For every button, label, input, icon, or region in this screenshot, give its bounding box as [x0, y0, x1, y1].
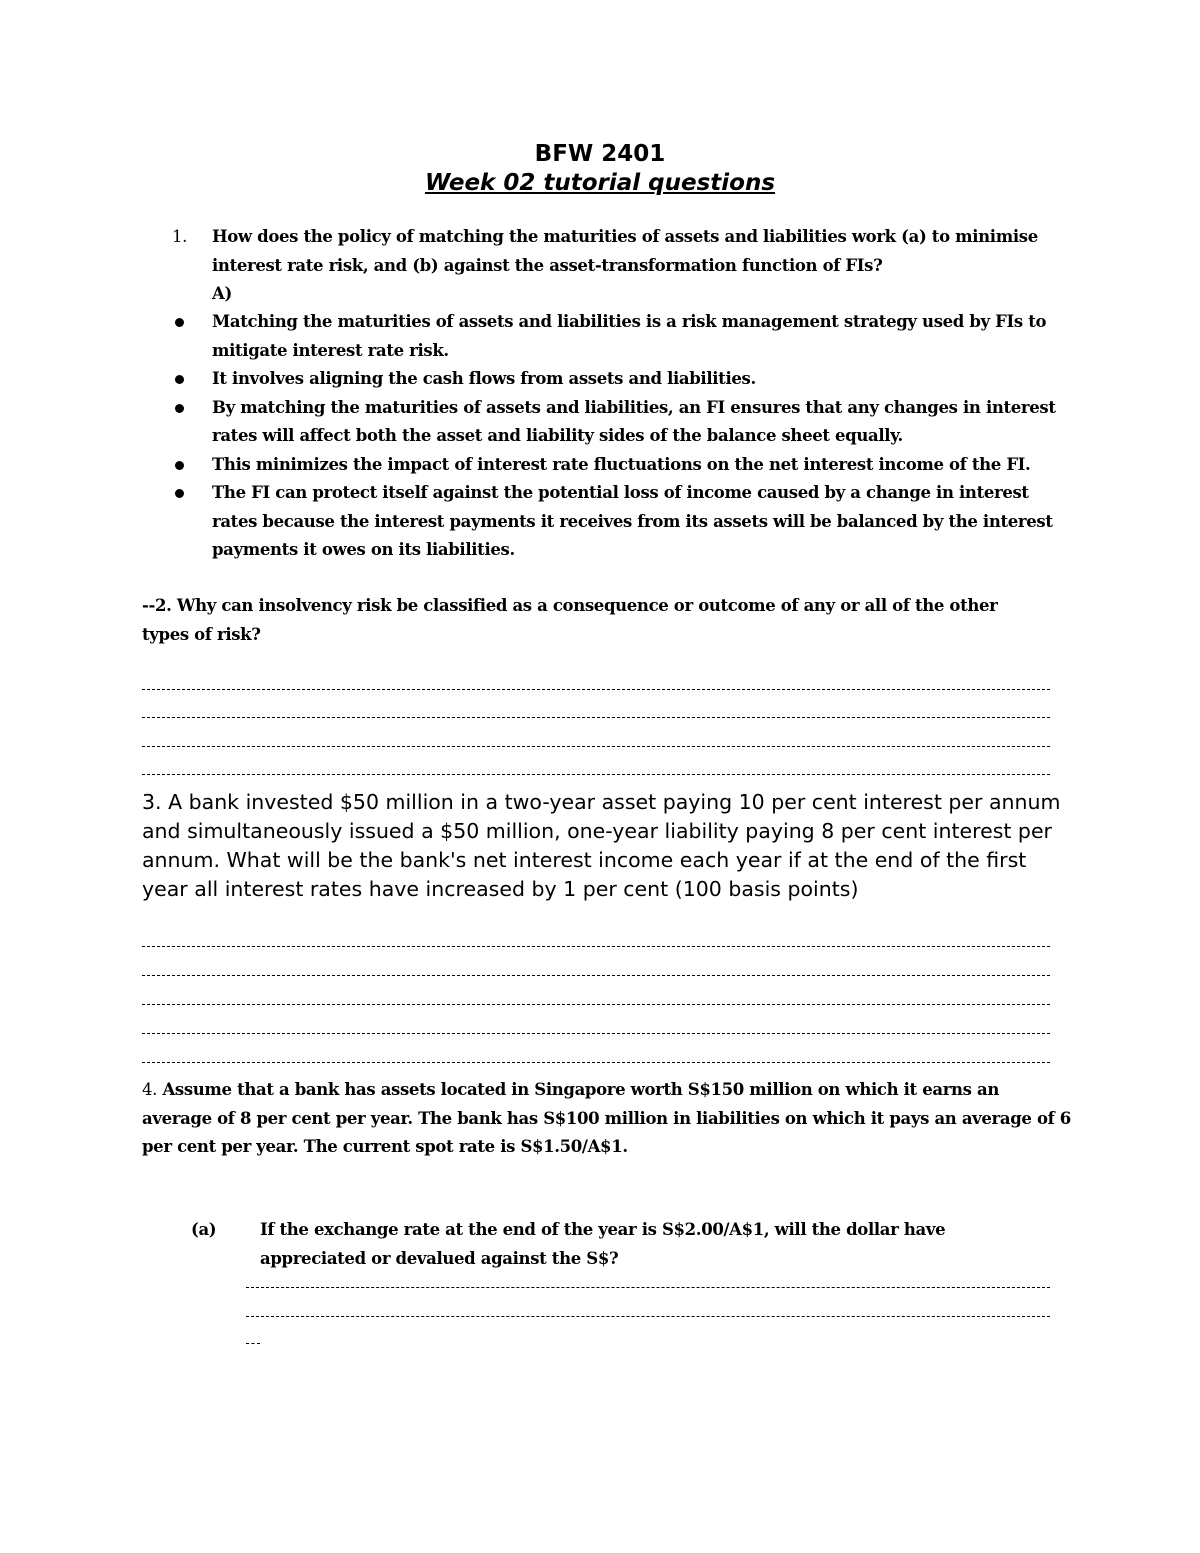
answer-line [142, 946, 1050, 947]
bullet-icon [175, 375, 184, 384]
question-3-text: 3. A bank invested $50 million in a two-year asset paying 10 per cent interest per annum and simultaneously issued a $50 million, one-year liability paying 8 per cent interest per annum. What will be the bank's net interest income each year if at the end of the first year all interest rates have increased by 1 per cent (100 basis points) [142, 790, 1061, 901]
question-4 [142, 1076, 1072, 1162]
answer-bullet [172, 479, 1072, 565]
answer-line [142, 1062, 1050, 1063]
document-title-block [0, 140, 1200, 198]
bullet-text: By matching the maturities of assets and liabilities, an FI ensures that any changes in interest rates will affect both the asset and liability sides of the balance sheet equally. [212, 397, 1056, 445]
answer-line [142, 1004, 1050, 1005]
question-4-number: 4. [142, 1080, 158, 1099]
question-2-text: --2. Why can insolvency risk be classified as a consequence or outcome of any or all of the other types of risk? [142, 596, 998, 644]
answer-bullet [172, 365, 1072, 394]
answer-bullet-list [172, 308, 1072, 565]
answer-line [142, 774, 1050, 775]
answer-line [142, 689, 1050, 690]
answer-line [246, 1287, 1050, 1288]
question-4a-label: (a) [191, 1220, 217, 1239]
answer-label: A) [212, 284, 232, 303]
tutorial-subtitle: Week 02 tutorial questions [424, 170, 776, 196]
course-code-heading: BFW 2401 [534, 141, 666, 167]
bullet-icon [175, 404, 184, 413]
answer-bullet [172, 308, 1072, 365]
bullet-icon [175, 461, 184, 470]
answer-line [246, 1316, 1050, 1317]
answer-line [142, 975, 1050, 976]
question-4a-text: If the exchange rate at the end of the year is S$2.00/A$1, will the dollar have appreciated or devalued against the S$? [260, 1220, 946, 1268]
question-1-number: 1. [172, 227, 188, 246]
answer-line [142, 717, 1050, 718]
question-1-text: How does the policy of matching the maturities of assets and liabilities work (a) to minimise interest rate risk, and (b) against the asset-transformation function of FIs? [212, 227, 1038, 275]
answer-line-end [246, 1343, 260, 1344]
answer-line [142, 1033, 1050, 1034]
answer-bullet [172, 451, 1072, 480]
bullet-text: The FI can protect itself against the potential loss of income caused by a change in interest rates because the interest payments it receives from its assets will be balanced by the interest payments it owes on its liabilities. [212, 483, 1053, 559]
answer-bullet [172, 394, 1072, 451]
bullet-icon [175, 318, 184, 327]
bullet-icon [175, 489, 184, 498]
bullet-text: It involves aligning the cash flows from assets and liabilities. [212, 369, 756, 388]
bullet-text: Matching the maturities of assets and liabilities is a risk management strategy used by FIs to mitigate interest rate risk. [212, 312, 1047, 360]
bullet-text: This minimizes the impact of interest rate fluctuations on the net interest income of the FI. [212, 454, 1031, 474]
question-4-text: Assume that a bank has assets located in Singapore worth S$150 million on which it earns an average of 8 per cent per year. The bank has S$100 million in liabilities on which it pays an average of 6 per cent per year. The current spot rate is S$1.50/A$1. [142, 1080, 1071, 1156]
answer-line [142, 746, 1050, 747]
